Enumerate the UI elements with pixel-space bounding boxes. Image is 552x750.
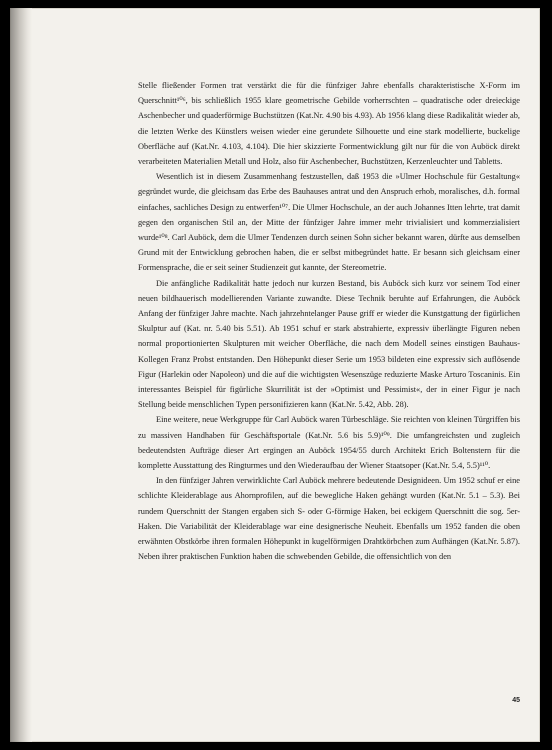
page-spine-shadow xyxy=(10,8,32,742)
book-page xyxy=(10,8,540,742)
body-text xyxy=(138,78,520,565)
paragraph-3: Die anfängliche Radikalität hatte jedoch nur kurzen Bestand, bis Auböck sich kurz vor seinem Tod einer neuen bildhauerisch modellierenden Variante zuwandte. Diese Technik beruhte auf Erfahrungen, die Auböck Anfang der fünfziger Jahre machte. Nach jahrzehntelanger Pause griff er wieder die Kunstgattung der figürlichen Skulptur auf (Kat. nr. 5.40 bis 5.51). Ab 1951 schuf er stark abstrahierte, expressiv überlängte Figuren neben normal proportionierten Skulpturen mit weicher Oberfläche, die nach dem Modell seines einstigen Bauhaus-Kollegen Franz Probst entstanden. Den Höhepunkt dieser Serie um 1953 bildeten eine expressiv sich auflösende Figur (Harlekin oder Napoleon) und die auf die wichtigsten Wesenszüge reduzierte Maske Arturo Toscaninis. Ein interessantes Beispiel für figürliche Skurrilität ist der »Optimist und Pessimist«, der in einer Figur je nach Stellung beide menschlichen Typen personifizieren kann (Kat.Nr. 5.42, Abb. 28). xyxy=(138,278,520,410)
page-number: 45 xyxy=(512,697,520,704)
paragraph-1: Stelle fließender Formen trat verstärkt die für die fünfziger Jahre ebenfalls charakteristische X-Form im Querschnitt¹⁰⁶, bis schließlich 1955 klare geometrische Gebilde vorherrschten – quadratische oder dreieckige Aschenbecher und quaderförmige Buchstützen (Kat.Nr. 4.90 bis 4.93). Ab 1956 klang diese Radikalität wieder ab, die letzten Werke des Künstlers weisen wieder eine gerundete Silhouette und eine stark modellierte, buckelige Oberfläche auf (Kat.Nr. 4.103, 4.104). Die hier skizzierte Formentwicklung gilt nur für die von Auböck direkt verarbeiteten Materialien Metall und Holz, also für Aschenbecher, Buchstützen, Kerzenleuchter und Tabletts. xyxy=(138,81,520,167)
paragraph-5: In den fünfziger Jahren verwirklichte Carl Auböck mehrere bedeutende Designideen. Um 1952 schuf er eine schlichte Kleiderablage aus Ahornprofilen, auf die bewegliche Haken gehängt wurden (Kat.Nr. 5.1 – 5.3). Bei rundem Querschnitt der Stangen ergaben sich S- oder G-förmige Haken, bei eckigem Querschnitt die sog. 5er-Haken. Die Variabilität der Kleiderablage war eine designerische Neuheit. Ebenfalls um 1952 fanden die oben erwähnten Obstkörbe ihren formalen Höhepunkt in kugelförmigen Drahtkörbchen zum Aufhängen (Kat.Nr. 5.87). Neben ihrer praktischen Funktion haben die schwebenden Gebilde, die offensichtlich von den xyxy=(138,476,520,562)
paragraph-2: Wesentlich ist in diesem Zusammenhang festzustellen, daß 1953 die »Ulmer Hochschule für Gestaltung« gegründet wurde, die gleichsam das Erbe des Bauhauses antrat und den Anspruch erhob, moralisches, d.h. formal einfaches, sachliches Design zu entwerfen¹⁰⁷. Die Ulmer Hochschule, an der auch Johannes Itten lehrte, trat damit gegen den organischen Stil an, der Mitte der fünfziger Jahre immer mehr trivialisiert und kommerzialisiert wurde¹⁰⁸. Carl Auböck, dem die Ulmer Tendenzen durch seinen Sohn sicher bekannt waren, dürfte aus demselben Grund mit der Entwicklung gebrochen haben, die er selbst mitbegründet hatte. Er besann sich gleichsam einer Formensprache, die er seit seiner Studienzeit gut kannte, der Stereometrie. xyxy=(138,172,520,273)
paragraph-4: Eine weitere, neue Werkgruppe für Carl Auböck waren Türbeschläge. Sie reichten von kleinen Türgriffen bis zu massiven Handhaben für Geschäftsportale (Kat.Nr. 5.6 bis 5.9)¹⁰⁹. Die umfangreichsten und zugleich bedeutendsten Aufträge dieser Art ergingen an Auböck 1954/55 durch Architekt Erich Boltenstern für die komplette Ausstattung des Ringturmes und den Wiederaufbau der Wiener Staatsoper (Kat.Nr. 5.4, 5.5)¹¹⁰. xyxy=(138,415,520,471)
